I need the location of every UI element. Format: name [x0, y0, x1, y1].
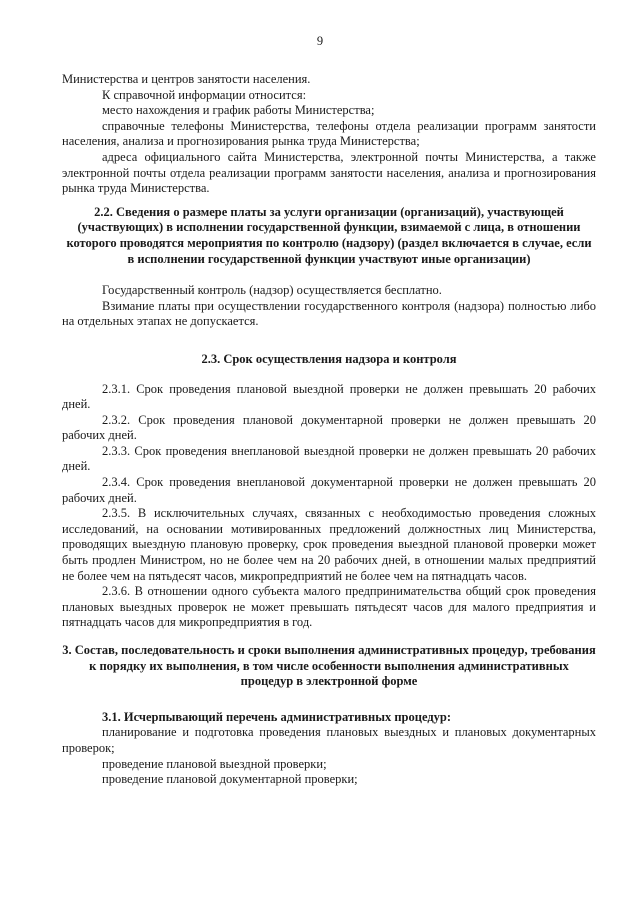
intro-paragraph: справочные телефоны Министерства, телефоны отдела реализации программ занятости населения, анализа и прогнозирования рынка труда Министерства;	[62, 118, 596, 149]
section-heading-2-2: 2.2. Сведения о размере платы за услуги организации (организаций), участвующей (участвующих) в исполнении государственной функции, взимаемой с лица, в отношении которого проводятся мероприятия по контролю (надзору) (раздел включается в случае, если в исполнении государственной функции участвуют иные организации)	[66, 204, 592, 266]
section-2-2-paragraph: Государственный контроль (надзор) осуществляется бесплатно.	[102, 283, 442, 298]
page-number: 9	[316, 34, 324, 48]
section-heading-2-3: 2.3. Срок осуществления надзора и контроля	[201, 351, 457, 366]
intro-paragraph: Министерства и центров занятости населения.	[62, 72, 311, 86]
intro-paragraph: место нахождения и график работы Министерства;	[102, 103, 375, 118]
section-2-3-paragraph: 2.3.1. Срок проведения плановой выездной проверки не должен превышать 20 рабочих дней.	[62, 381, 596, 412]
section-heading-3: 3. Состав, последовательность и сроки выполнения административных процедур, требования к порядку их выполнения, в том числе особенности выполнения административных процедур в электронной форме	[62, 643, 596, 689]
page-content	[62, 72, 596, 788]
section-2-2-paragraph: Взимание платы при осуществлении государственного контроля (надзора) полностью либо на отдельных этапах не допускается.	[62, 298, 596, 329]
section-2-3-paragraph: 2.3.6. В отношении одного субъекта малого предпринимательства общий срок проведения плановых выездных проверок не может превышать пятьдесят часов для малого предприятия и пятнадцать часов для микропредприятия в год.	[62, 584, 596, 630]
section-3-1-list-item: проведение плановой документарной проверки;	[102, 772, 358, 787]
section-2-3-paragraph: 2.3.3. Срок проведения внеплановой выездной проверки не должен превышать 20 рабочих дней.	[62, 443, 596, 474]
section-2-3-paragraph: 2.3.4. Срок проведения внеплановой документарной проверки не должен превышать 20 рабочих дней.	[62, 475, 596, 505]
section-2-3-paragraph: 2.3.2. Срок проведения плановой документарной проверки не должен превышать 20 рабочих дней.	[62, 412, 596, 443]
intro-paragraph: К справочной информации относится:	[102, 87, 307, 102]
section-heading-3-1: 3.1. Исчерпывающий перечень административных процедур:	[102, 709, 452, 724]
section-2-3-paragraph: 2.3.5. В исключительных случаях, связанных с необходимостью проведения сложных исследований, на основании мотивированных предложений должностных лиц Министерства, проводящих выездную плановую проверку, срок проведения выездной плановой проверки может быть продлен Министром, но не более чем на 20 рабочих дней, в отношении малых предприятий не более чем на пятьдесят часов, микропредприятий не более чем на пятнадцать часов.	[62, 506, 596, 583]
section-3-1-list-item: планирование и подготовка проведения плановых выездных и плановых документарных проверок;	[62, 725, 596, 755]
intro-paragraph: адреса официального сайта Министерства, электронной почты Министерства, а также электронной почты отдела реализации программ занятости населения, анализа и прогнозирования рынка труда Министерства.	[62, 149, 596, 196]
section-3-1-list-item: проведение плановой выездной проверки;	[102, 756, 327, 771]
